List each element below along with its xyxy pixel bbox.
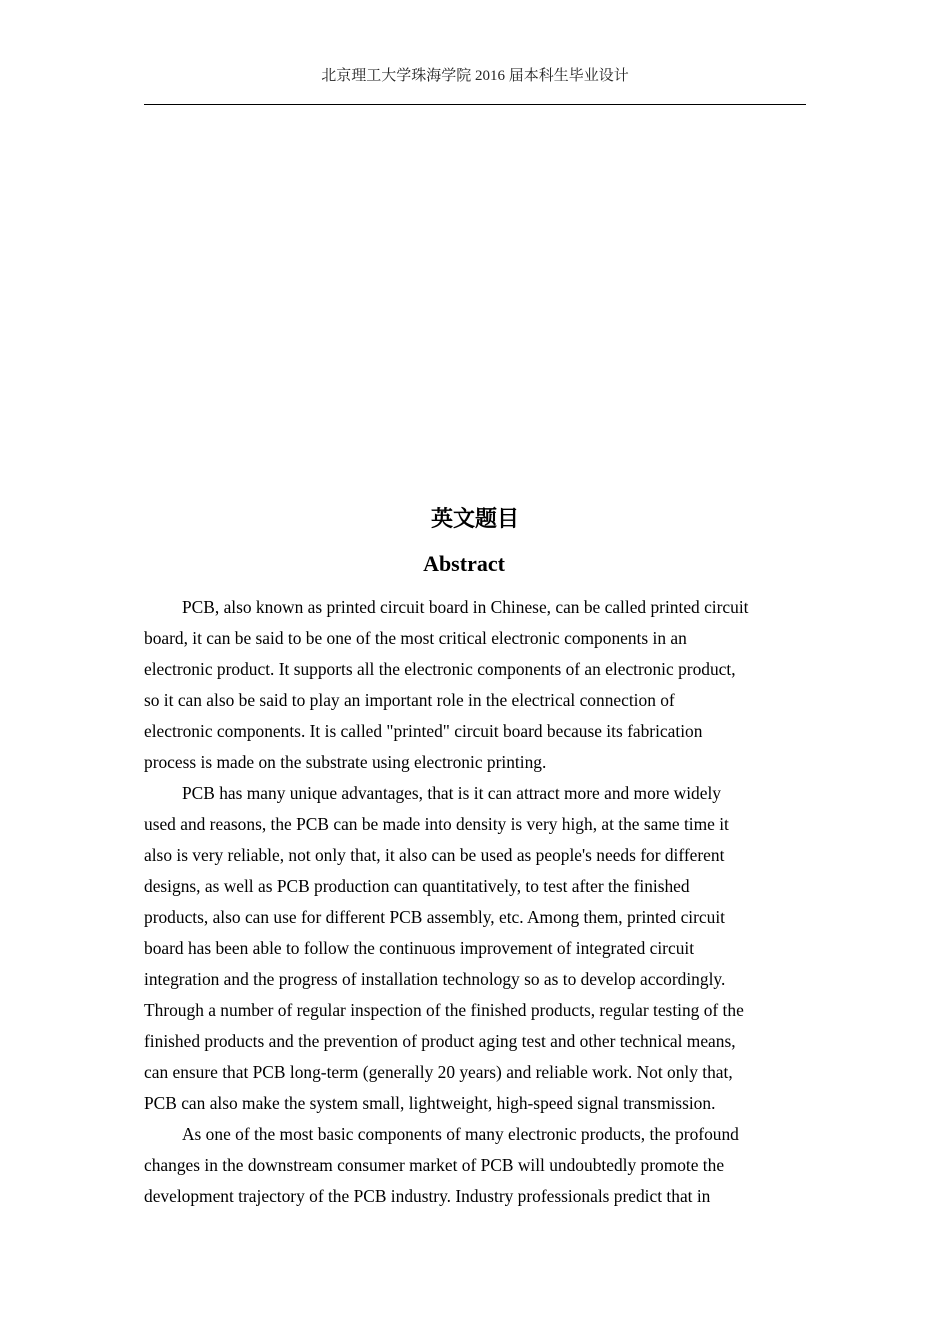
abstract-body bbox=[144, 592, 808, 1212]
paragraph-line: PCB can also make the system small, lightweight, high-speed signal transmission. bbox=[144, 1093, 716, 1113]
abstract-paragraph-3 bbox=[144, 1119, 808, 1212]
abstract-paragraph-2 bbox=[144, 778, 808, 1119]
paragraph-line: changes in the downstream consumer market of PCB will undoubtedly promote the bbox=[144, 1155, 725, 1175]
paragraph-line: products, also can use for different PCB assembly, etc. Among them, printed circuit bbox=[144, 907, 726, 927]
paragraph-line: PCB, also known as printed circuit board in Chinese, can be called printed circuit bbox=[182, 597, 749, 617]
paragraph-line: designs, as well as PCB production can quantitatively, to test after the finished bbox=[144, 876, 690, 896]
header-divider bbox=[144, 104, 806, 105]
english-title-placeholder: 英文题目 bbox=[430, 507, 519, 532]
abstract-paragraph-1 bbox=[144, 592, 808, 778]
paragraph-line: finished products and the prevention of product aging test and other technical means, bbox=[144, 1031, 736, 1051]
paragraph-line: board has been able to follow the continuous improvement of integrated circuit bbox=[144, 938, 695, 958]
paragraph-line: board, it can be said to be one of the most critical electronic components in an bbox=[144, 628, 687, 648]
paragraph-line: integration and the progress of installation technology so as to develop accordingly. bbox=[144, 969, 726, 989]
paragraph-line: PCB has many unique advantages, that is it can attract more and more widely bbox=[182, 783, 721, 803]
abstract-heading: Abstract bbox=[423, 551, 505, 576]
paragraph-line: can ensure that PCB long-term (generally 20 years) and reliable work. Not only that, bbox=[144, 1062, 733, 1082]
paragraph-line: Through a number of regular inspection of the finished products, regular testing of the bbox=[144, 1000, 744, 1020]
running-header: 北京理工大学珠海学院 2016 届本科生毕业设计 bbox=[321, 68, 629, 84]
paragraph-line: development trajectory of the PCB industry. Industry professionals predict that in bbox=[144, 1186, 711, 1206]
paragraph-line: electronic product. It supports all the electronic components of an electronic product, bbox=[144, 659, 736, 679]
paragraph-line: used and reasons, the PCB can be made into density is very high, at the same time it bbox=[144, 814, 729, 834]
paragraph-line: electronic components. It is called "printed" circuit board because its fabrication bbox=[144, 721, 703, 741]
paragraph-line: so it can also be said to play an important role in the electrical connection of bbox=[144, 690, 675, 710]
paragraph-line: also is very reliable, not only that, it also can be used as people's needs for different bbox=[144, 845, 725, 865]
paragraph-line: As one of the most basic components of many electronic products, the profound bbox=[182, 1124, 739, 1144]
paragraph-line: process is made on the substrate using electronic printing. bbox=[144, 752, 547, 772]
